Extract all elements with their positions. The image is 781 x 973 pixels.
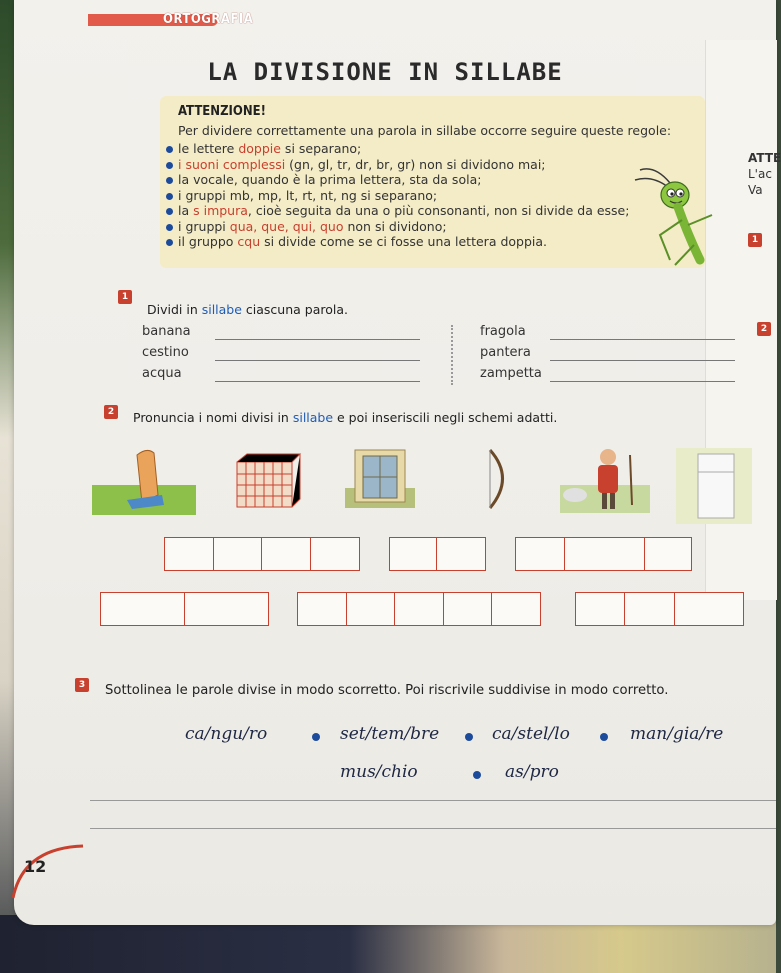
answer-blank[interactable] [550,360,735,361]
syllable-box[interactable] [389,537,437,571]
grasshopper-illustration [630,165,720,275]
window-picture [345,448,415,508]
attention-intro: Per dividere correttamente una parola in sillabe occorre seguire queste regole: [178,123,672,138]
exercise1-word: acqua [142,366,182,381]
exercise1-instruction [147,302,348,317]
instruction-text: e poi inseriscili negli schemi adatti. [333,410,558,425]
rule-item [166,203,629,219]
syllable-box[interactable] [436,537,486,571]
syllable-box[interactable] [346,592,396,626]
syllable-group [575,592,743,626]
instruction-text: Pronuncia i nomi divisi in [133,410,293,425]
handwritten-word: set/tem/bre [340,724,440,744]
separator-dot [600,733,608,741]
cage-picture [232,452,302,512]
exercise3-instruction: Sottolinea le parole divise in modo scorretto. Poi riscrivile suddivise in modo corretto. [105,683,669,698]
answer-blank[interactable] [550,339,735,340]
exercise1-word: fragola [480,324,526,339]
syllable-box[interactable] [491,592,541,626]
slide-picture [92,445,196,515]
side-line: ATTE [748,151,781,165]
exercise-number: 1 [118,290,132,304]
exercise2-instruction [133,410,557,425]
answer-blank[interactable] [215,381,420,382]
rule-item [166,141,629,157]
rule-text: , cioè seguita da una o più consonanti, non si divide da esse; [247,203,630,218]
rule-highlight: qua, que, qui, quo [229,218,344,234]
syllable-box[interactable] [164,537,214,571]
answer-blank[interactable] [550,381,735,382]
attention-heading: ATTENZIONE! [178,104,266,119]
rule-item [166,219,629,235]
syllable-box[interactable] [644,537,692,571]
syllable-box[interactable] [394,592,444,626]
syllable-box[interactable] [564,537,646,571]
rule-highlight: s impura [193,203,248,218]
rule-highlight: i suoni complessi [178,156,286,172]
bow-picture [480,448,520,510]
syllable-box[interactable] [184,592,269,626]
instruction-highlight: sillabe [201,302,242,317]
separator-dot [473,771,481,779]
syllable-box[interactable] [310,537,360,571]
answer-blank[interactable] [215,360,420,361]
answer-line [90,800,776,801]
exercise1-word: banana [142,324,191,339]
page-title: LA DIVISIONE IN SILLABE [207,58,563,86]
syllable-box[interactable] [100,592,185,626]
syllable-box[interactable] [575,592,625,626]
page-number-swoosh [8,838,88,908]
rule-text: il gruppo [178,234,238,249]
rule-highlight: cqu [237,234,261,249]
page-number: 12 [24,857,47,876]
syllable-box[interactable] [261,537,311,571]
rule-text: la vocale, quando è la prima lettera, sta da sola; [178,172,482,187]
handwritten-word: mus/chio [340,762,418,782]
exercise1-word: pantera [480,345,531,360]
attention-box [160,96,705,268]
exercise-number: 3 [75,678,89,692]
fridge-picture [676,448,752,524]
shepherd-picture [560,445,650,513]
rule-text: i gruppi mb, mp, lt, rt, nt, ng si separano; [178,187,438,203]
rule-text: la [178,203,194,218]
syllable-group [389,537,484,571]
syllable-group [515,537,691,571]
instruction-text: ciascuna parola. [241,302,348,317]
answer-line [90,828,776,829]
handwritten-word: as/pro [505,762,559,782]
syllable-box[interactable] [515,537,565,571]
handwritten-word: ca/ngu/ro [185,724,268,744]
instruction-highlight: sillabe [292,410,334,425]
rule-highlight: doppie [238,141,281,156]
syllable-box[interactable] [213,537,263,571]
side-line: Va [748,183,763,197]
rule-text: (gn, gl, tr, dr, br, gr) non si dividono mai; [285,156,546,172]
side-line: L'ac [748,167,772,181]
rule-text: si separano; [280,141,362,156]
column-divider [451,325,453,385]
syllable-group [297,592,540,626]
syllable-group [164,537,358,571]
separator-dot [312,733,320,741]
section-tag [88,10,254,32]
rule-text: si divide come se ci fosse una lettera doppia. [260,234,548,249]
syllable-group [100,592,267,626]
section-label: ORTOGRAFIA [163,12,254,27]
rule-text: le lettere [178,141,239,156]
rule-item [166,188,629,204]
side-badge: 1 [748,233,762,247]
syllable-box[interactable] [443,592,493,626]
handwritten-word: man/gia/re [630,724,724,744]
exercise1-word: zampetta [480,366,542,381]
rule-text: non si dividono; [343,218,447,234]
syllable-box[interactable] [297,592,347,626]
syllable-box[interactable] [624,592,676,626]
instruction-text: Dividi in [147,302,202,317]
handwritten-word: ca/stel/lo [492,724,570,744]
rule-text: i gruppi [178,218,230,234]
exercise1-word: cestino [142,345,189,360]
rule-item [166,234,629,250]
answer-blank[interactable] [215,339,420,340]
rule-item [166,172,629,188]
exercise-number: 2 [104,405,118,419]
rule-item [166,157,629,173]
rules-list [166,141,629,250]
syllable-box[interactable] [674,592,744,626]
separator-dot [465,733,473,741]
side-page-text [748,150,781,198]
side-badge: 2 [757,322,771,336]
